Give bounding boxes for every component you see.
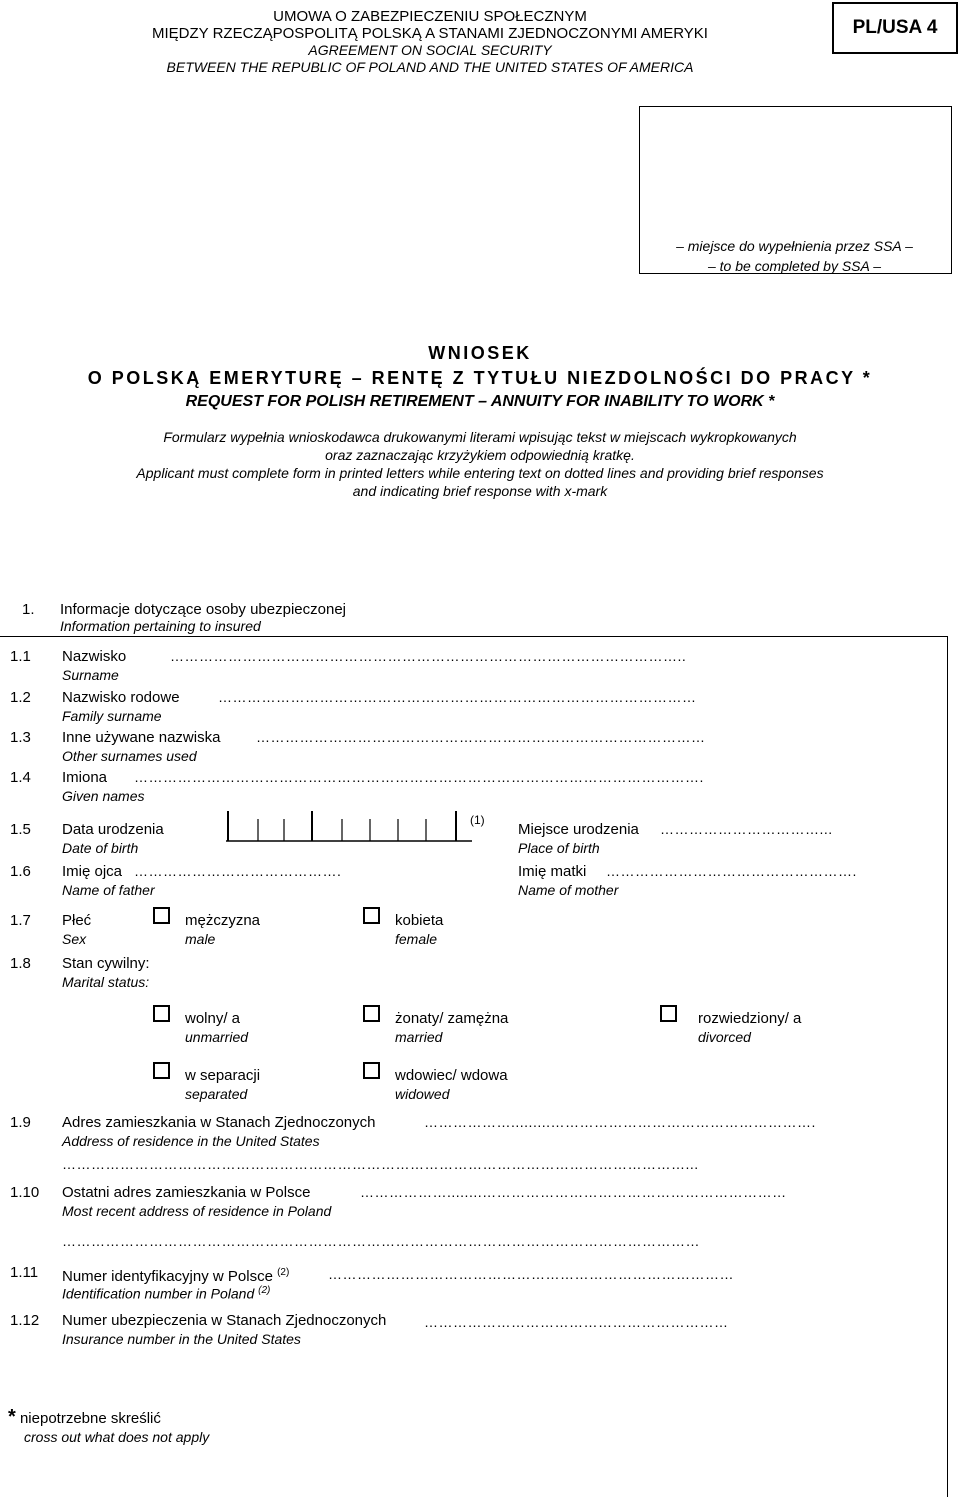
option-label-en: female: [395, 931, 438, 947]
married-checkbox[interactable]: [363, 1005, 380, 1022]
footnote: [8, 1408, 209, 1447]
option-unmarried: [185, 1010, 248, 1047]
option-label: żonaty/ zamężna: [395, 1010, 509, 1027]
given-names-input[interactable]: ……………………………………………………………………………………………………….: [134, 769, 704, 785]
field-label: Inne używane nazwiska: [62, 729, 221, 746]
field-label-en: Place of birth: [518, 840, 600, 856]
place-of-birth-input[interactable]: ……………………………...: [660, 821, 833, 837]
mother-name-input[interactable]: …………………………………………….: [606, 863, 857, 879]
section-number: 1.: [22, 601, 35, 618]
header-pl-line1: UMOWA O ZABEZPIECZENIU SPOŁECZNYM: [273, 8, 587, 25]
field-number: 1.2: [10, 689, 31, 706]
field-number: 1.6: [10, 863, 31, 880]
footnote-pl: niepotrzebne skreślić: [19, 1410, 161, 1427]
female-checkbox[interactable]: [363, 907, 380, 924]
title-line3: REQUEST FOR POLISH RETIREMENT – ANNUITY FOR INABILITY TO WORK *: [185, 393, 775, 410]
field-number: 1.8: [10, 955, 31, 972]
option-divorced: [698, 1010, 801, 1047]
field-label: Stan cywilny:: [62, 955, 150, 972]
option-label-en: separated: [185, 1086, 248, 1102]
option-label: rozwiedziony/ a: [698, 1010, 802, 1027]
widowed-checkbox[interactable]: [363, 1062, 380, 1079]
footnote-ref: (2): [277, 1267, 290, 1278]
option-label: mężczyzna: [185, 912, 261, 929]
form-title: [0, 341, 960, 413]
form-code: PL/USA 4: [852, 17, 938, 38]
us-address-input[interactable]: ……………….........……………………………………………….: [424, 1114, 816, 1130]
field-label-en: Address of residence in the United States: [62, 1133, 320, 1149]
option-label-en: married: [395, 1029, 443, 1045]
family-surname-input[interactable]: ………………………………………………………………………………………: [218, 689, 697, 705]
option-married: [395, 1010, 508, 1047]
section-title-en: Information pertaining to insured: [60, 618, 261, 634]
option-label-en: male: [185, 931, 216, 947]
us-insurance-number-input[interactable]: ………………………………………………………: [424, 1314, 729, 1330]
option-widowed: [395, 1067, 508, 1104]
option-label: wolny/ a: [185, 1010, 241, 1027]
title-line1: WNIOSEK: [428, 343, 532, 363]
instructions-pl-1: Formularz wypełnia wnioskodawca drukowanymi literami wpisując tekst w miejscach wykropkowanych: [163, 429, 797, 445]
field-label-en: Marital status:: [62, 974, 150, 990]
field-number: 1.7: [10, 912, 31, 929]
field-label-en: Sex: [62, 931, 87, 947]
field-label: Adres zamieszkania w Stanach Zjednoczonych: [62, 1114, 376, 1131]
option-label: kobieta: [395, 912, 444, 929]
field-label: Imię matki: [518, 863, 587, 880]
field-number: 1.12: [10, 1312, 40, 1329]
field-label-en: Given names: [62, 788, 145, 804]
form-code-box: [832, 2, 958, 54]
field-label-en: Name of father: [62, 882, 155, 898]
header-pl-line2: MIĘDZY RZECZĄPOSPOLITĄ POLSKĄ A STANAMI ZJEDNOCZONYMI AMERYKI: [152, 25, 708, 42]
field-number: 1.10: [10, 1184, 40, 1201]
field-label: Data urodzenia: [62, 821, 164, 838]
header-en-line2: BETWEEN THE REPUBLIC OF POLAND AND THE UNITED STATES OF AMERICA: [166, 59, 694, 75]
option-label-en: widowed: [395, 1086, 450, 1102]
field-label: Ostatni adres zamieszkania w Polsce: [62, 1184, 311, 1201]
field-label: Nazwisko rodowe: [62, 689, 180, 706]
divorced-checkbox[interactable]: [660, 1005, 677, 1022]
section-title-pl: Informacje dotyczące osoby ubezpieczonej: [60, 601, 346, 618]
field-label: Miejsce urodzenia: [518, 821, 639, 838]
footnote-en: cross out what does not apply: [24, 1429, 210, 1445]
field-label-en: Other surnames used: [62, 748, 197, 764]
option-female: [395, 912, 443, 949]
title-line2: O POLSKĄ EMERYTURĘ – RENTĘ Z TYTUŁU NIEZDOLNOŚCI DO PRACY *: [87, 368, 873, 388]
instructions: [70, 428, 890, 500]
instructions-en-1: Applicant must complete form in printed letters while entering text on dotted lines and providing brief responses: [136, 465, 824, 481]
ssa-note: [639, 236, 950, 276]
field-label: Numer ubezpieczenia w Stanach Zjednoczonych: [62, 1312, 387, 1329]
unmarried-checkbox[interactable]: [153, 1005, 170, 1022]
option-separated: [185, 1067, 260, 1104]
field-label: Imiona: [62, 769, 108, 786]
field-label: Numer identyfikacyjny w Polsce: [62, 1268, 273, 1285]
male-checkbox[interactable]: [153, 907, 170, 924]
field-label-en: Name of mother: [518, 882, 619, 898]
us-address-input-line2[interactable]: …………………………………………………………………………………………………………………...: [62, 1156, 699, 1172]
ssa-note-en: – to be completed by SSA –: [707, 258, 882, 274]
field-label-en: Date of birth: [62, 840, 139, 856]
header-en-line1: AGREEMENT ON SOCIAL SECURITY: [308, 42, 552, 58]
separated-checkbox[interactable]: [153, 1062, 170, 1079]
poland-address-input-line2[interactable]: ……………………………………………………………………………………………………………………: [62, 1233, 700, 1249]
poland-id-input[interactable]: …………………………………………………………………………: [328, 1266, 734, 1282]
option-label-en: divorced: [698, 1029, 751, 1045]
field-number: 1.1: [10, 648, 31, 665]
field-number: 1.11: [10, 1264, 39, 1281]
field-label-en: Identification number in Poland: [62, 1285, 255, 1302]
section-1-heading: [22, 601, 346, 635]
option-label: wdowiec/ wdowa: [395, 1067, 508, 1084]
field-number: 1.3: [10, 729, 31, 746]
date-of-birth-boxes[interactable]: [226, 805, 474, 845]
other-surnames-input[interactable]: …………………………………………………………………………………: [256, 729, 706, 745]
field-label: Płeć: [62, 912, 92, 929]
option-male: [185, 912, 260, 949]
footnote-star: *: [8, 1406, 16, 1428]
field-label: Nazwisko: [62, 648, 127, 665]
field-label-en: Surname: [62, 667, 119, 683]
field-number: 1.9: [10, 1114, 31, 1131]
ssa-note-pl: – miejsce do wypełnienia przez SSA –: [676, 238, 913, 254]
field-label-en: Most recent address of residence in Poland: [62, 1203, 332, 1219]
instructions-en-2: and indicating brief response with x-mark: [352, 483, 608, 499]
dob-footnote: (1): [470, 813, 485, 827]
field-label-en: Family surname: [62, 708, 162, 724]
surname-input[interactable]: ……………………………………………………………………………………………..: [170, 648, 687, 664]
poland-address-input[interactable]: ………………........………………………………………………………: [360, 1184, 787, 1200]
field-number: 1.4: [10, 769, 31, 786]
field-number: 1.5: [10, 821, 31, 838]
agreement-header: [120, 8, 740, 76]
option-label: w separacji: [185, 1067, 261, 1084]
field-label: Imię ojca: [62, 863, 123, 880]
option-label-en: unmarried: [185, 1029, 249, 1045]
field-label-en: Insurance number in the United States: [62, 1331, 301, 1347]
instructions-pl-2: oraz zaznaczając krzyżykiem odpowiednią kratkę.: [325, 447, 635, 463]
footnote-ref: (2): [258, 1285, 271, 1296]
father-name-input[interactable]: …………………………………….: [134, 863, 342, 879]
